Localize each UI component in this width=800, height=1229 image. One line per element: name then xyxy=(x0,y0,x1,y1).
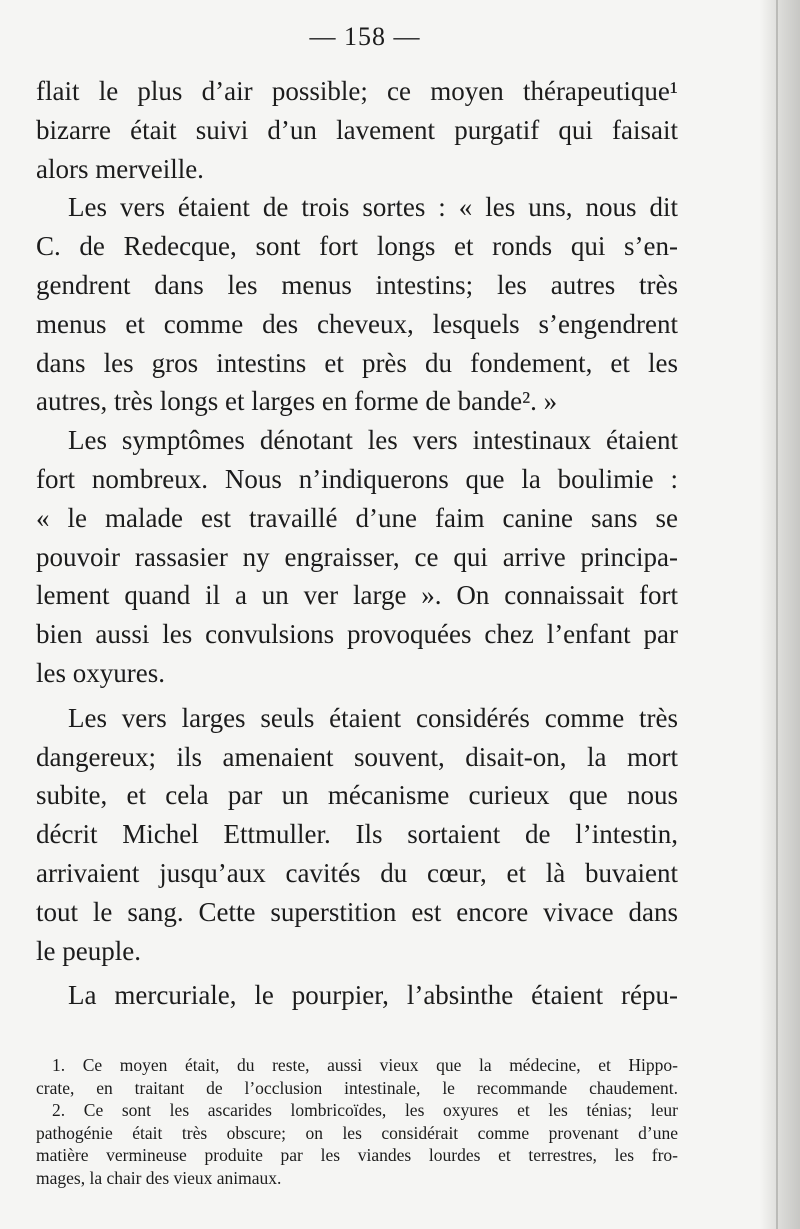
text-line: fort nombreux. Nous n’indiquerons que la boulimie : xyxy=(36,463,678,494)
page-number: — 158 — xyxy=(309,22,421,51)
text-line: Les vers larges seuls étaient considérés comme très xyxy=(68,702,678,733)
text-line: menus et comme des cheveux, lesquels s’engendrent xyxy=(36,308,678,339)
text-line: arrivaient jusqu’aux cavités du cœur, et là buvaient xyxy=(36,857,678,888)
text-line: flait le plus d’air possible; ce moyen thérapeutique¹ xyxy=(36,76,678,106)
text-line: tout le sang. Cette superstition est encore vivace dans xyxy=(36,896,678,927)
footnotes xyxy=(36,1054,678,1189)
body-text xyxy=(36,72,678,1015)
text-line: gendrent dans les menus intestins; les autres très xyxy=(36,269,678,300)
text-line: C. de Redecque, sont fort longs et ronds qui s’en- xyxy=(36,231,678,262)
text-line: bizarre était suivi d’un lavement purgatif qui faisait xyxy=(36,114,678,145)
text-line: « le malade est travaillé d’une faim canine sans se xyxy=(36,502,678,533)
footnote-line: crate, en traitant de l’occlusion intestinale, le recommande chaudement. xyxy=(36,1077,678,1098)
text-line: décrit Michel Ettmuller. Ils sortaient de l’intestin, xyxy=(36,819,678,850)
text-line: Les symptômes dénotant les vers intestinaux étaient xyxy=(68,425,678,456)
text-line: La mercuriale, le pourpier, l’absinthe étaient répu- xyxy=(68,980,678,1011)
footnote-line: matière vermineuse produite par les viandes lourdes et terrestres, les fro- xyxy=(36,1145,678,1165)
text-line: bien aussi les convulsions provoquées chez l’enfant par xyxy=(36,619,678,650)
text-line: alors merveille. xyxy=(36,153,204,184)
footnote-line: 1. Ce moyen était, du reste, aussi vieux que la médecine, et Hippo- xyxy=(52,1055,678,1075)
text-line: dangereux; ils amenaient souvent, disait-on, la mort xyxy=(36,741,678,772)
footnote-line: pathogénie était très obscure; on les considérait comme provenant d’une xyxy=(36,1122,678,1143)
text-line: lement quand il a un ver large ». On connaissait fort xyxy=(36,580,678,611)
footnote-line: 2. Ce sont les ascarides lombricoïdes, les oxyures et les ténias; leur xyxy=(52,1100,678,1120)
footnote-line: mages, la chair des vieux animaux. xyxy=(36,1167,282,1188)
text-line: les oxyures. xyxy=(36,657,165,688)
text-line: Les vers étaient de trois sortes : « les uns, nous dit xyxy=(68,192,678,223)
gutter-line xyxy=(776,0,778,1229)
text-line: autres, très longs et larges en forme de bande². » xyxy=(36,386,558,417)
text-line: subite, et cela par un mécanisme curieux que nous xyxy=(36,780,678,811)
text-line: dans les gros intestins et près du fondement, et les xyxy=(36,347,678,378)
text-line: le peuple. xyxy=(36,935,141,966)
page-edge-shadow xyxy=(760,0,800,1229)
text-line: pouvoir rassasier ny engraisser, ce qui arrive principa- xyxy=(36,541,678,572)
